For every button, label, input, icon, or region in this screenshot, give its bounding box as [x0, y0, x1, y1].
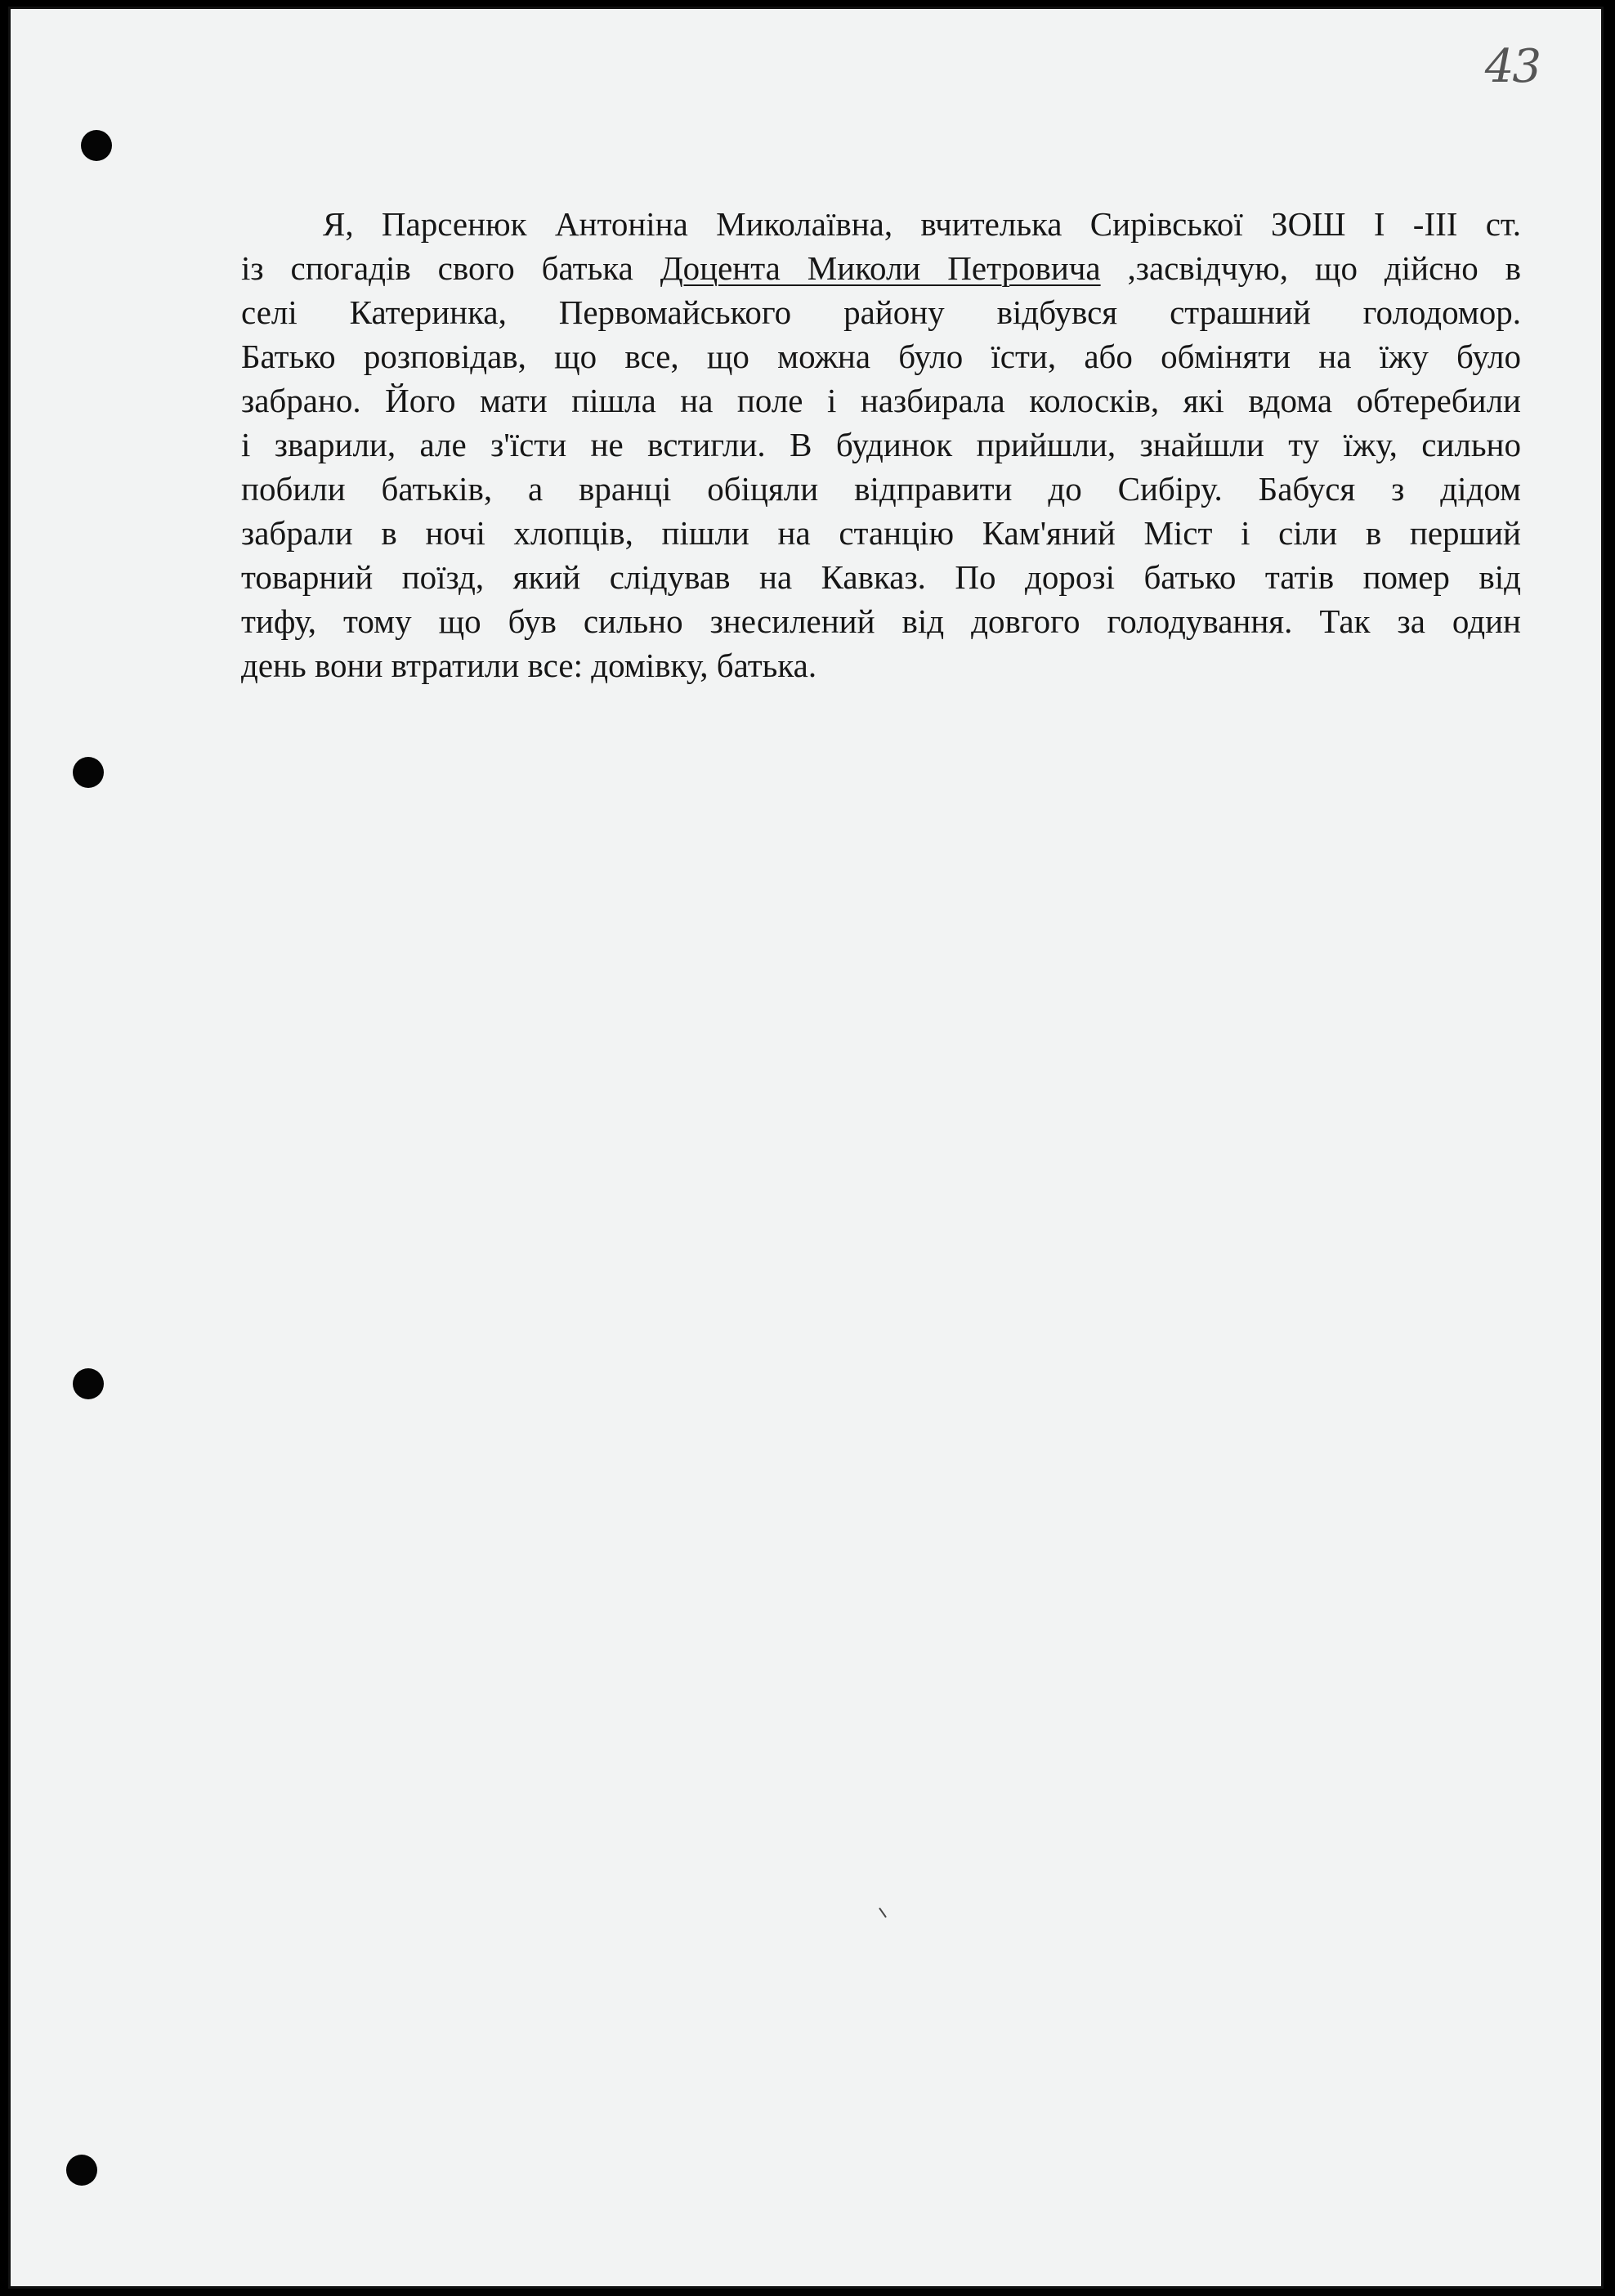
text-fragment: ,засвідчую, що дійсно в: [1100, 249, 1521, 287]
text-fragment: із спогадів свого батька: [241, 249, 660, 287]
text-line: забрали в ночі хлопців, пішли на станцію Кам'яний Міст і сіли в перший: [241, 514, 1521, 552]
text-line: забрано. Його мати пішла на поле і назбирала колосків, які вдома обтеребили: [241, 382, 1521, 419]
text-line: Я, Парсенюк Антоніна Миколаївна, вчителька Сирівської ЗОШ I -III ст.: [323, 205, 1521, 243]
text-line: товарний поїзд, який слідував на Кавказ. По дорозі батько татів помер від: [241, 558, 1521, 596]
paper-speck: [879, 1908, 887, 1918]
punch-hole: [73, 757, 104, 788]
punch-hole: [73, 1368, 104, 1399]
text-line: Батько розповідав, що все, що можна було їсти, або обміняти на їжу було: [241, 338, 1521, 375]
text-line: [241, 246, 1521, 290]
punch-hole: [81, 130, 112, 161]
text-line: селі Катеринка, Первомайського району відбувся страшний голодомор.: [241, 293, 1521, 331]
punch-hole: [66, 2155, 97, 2186]
text-line: побили батьків, а вранці обіцяли відправити до Сибіру. Бабуся з дідом: [241, 470, 1521, 508]
text-line: і зварили, але з'їсти не встигли. В будинок прийшли, знайшли ту їжу, сильно: [241, 426, 1521, 463]
text-line: тифу, тому що був сильно знесилений від довгого голодування. Так за один: [241, 602, 1521, 640]
text-line: день вони втратили все: домівку, батька.: [241, 647, 817, 684]
page-number: 43: [1484, 40, 1540, 93]
testimony-text: [241, 202, 1521, 687]
document-page: [8, 7, 1604, 2289]
underlined-name: Доцента Миколи Петровича: [660, 249, 1101, 287]
